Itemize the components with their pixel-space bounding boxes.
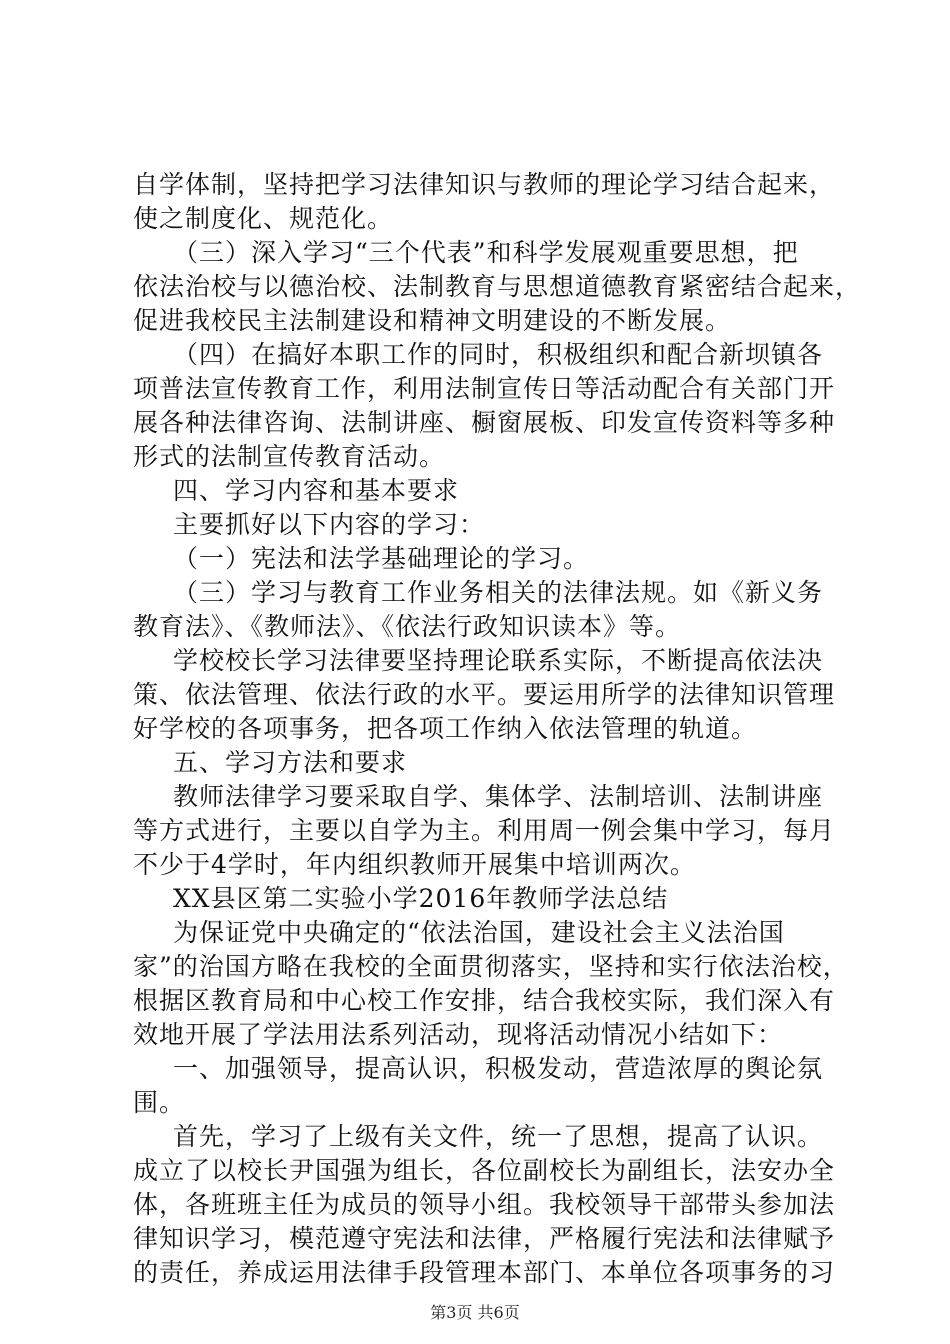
text-line: 策、依法管理、依法行政的水平。要运用所学的法律知识管理 [133,680,836,709]
text-line: 首先，学习了上级有关文件，统一了思想，提高了认识。 [173,1122,824,1151]
text-line: （三）深入学习“三个代表”和科学发展观重要思想，把 [173,238,799,267]
text-line: 不少于4学时，年内组织教师开展集中培训两次。 [133,850,696,879]
text-line: 形式的法制宣传教育活动。 [133,442,446,471]
text-line: 学校校长学习法律要坚持理论联系实际，不断提高依法决 [173,646,824,675]
text-line: 四、学习内容和基本要求 [173,476,460,505]
text-line: 根据区教育局和中心校工作安排，结合我校实际，我们深入有 [133,986,836,1015]
text-line: 教师法律学习要采取自学、集体学、法制培训、法制讲座 [173,782,824,811]
text-line: 自学体制，坚持把学习法律知识与教师的理论学习结合起来， [133,170,836,199]
text-line: 的责任，养成运用法律手段管理本部门、本单位各项事务的习 [133,1258,836,1287]
text-line: 教育法》、《教师法》、《依法行政知识读本》等。 [133,612,682,641]
document-body [133,168,862,1290]
text-line: 展各种法律咨询、法制讲座、橱窗展板、印发宣传资料等多种 [133,408,836,437]
text-line: 体，各班班主任为成员的领导小组。我校领导干部带头参加法 [133,1190,836,1219]
text-line: 好学校的各项事务，把各项工作纳入依法管理的轨道。 [133,714,758,743]
text-line: 律知识学习，模范遵守宪法和法律，严格履行宪法和法律赋予 [133,1224,836,1253]
text-line: 围。 [133,1088,186,1117]
text-line: 促进我校民主法制建设和精神文明建设的不断发展。 [133,306,732,335]
text-line: 家”的治国方略在我校的全面贯彻落实，坚持和实行依法治校， [133,952,849,981]
text-line: 使之制度化、规范化。 [133,204,394,233]
text-line: 等方式进行，主要以自学为主。利用周一例会集中学习，每月 [133,816,836,845]
text-line: 为保证党中央确定的“依法治国，建设社会主义法治国 [173,918,785,947]
page-footer: 第3页 共6页 [430,1303,520,1322]
text-line: 效地开展了学法用法系列活动，现将活动情况小结如下： [133,1020,784,1049]
text-line: 成立了以校长尹国强为组长，各位副校长为副组长，法安办全 [133,1156,836,1185]
text-line: XX县区第二实验小学2016年教师学法总结 [173,884,669,913]
text-line: （一）宪法和法学基础理论的学习。 [173,544,590,573]
text-line: （四）在搞好本职工作的同时，积极组织和配合新坝镇各 [173,340,824,369]
text-line: 依法治校与以德治校、法制教育与思想道德教育紧密结合起来， [133,272,862,301]
text-line: 一、加强领导，提高认识，积极发动，营造浓厚的舆论氛 [173,1054,824,1083]
text-line: （三）学习与教育工作业务相关的法律法规。如《新义务 [173,578,824,607]
text-line: 项普法宣传教育工作，利用法制宣传日等活动配合有关部门开 [133,374,836,403]
text-line: 五、学习方法和要求 [173,748,408,777]
text-line: 主要抓好以下内容的学习： [173,510,486,539]
